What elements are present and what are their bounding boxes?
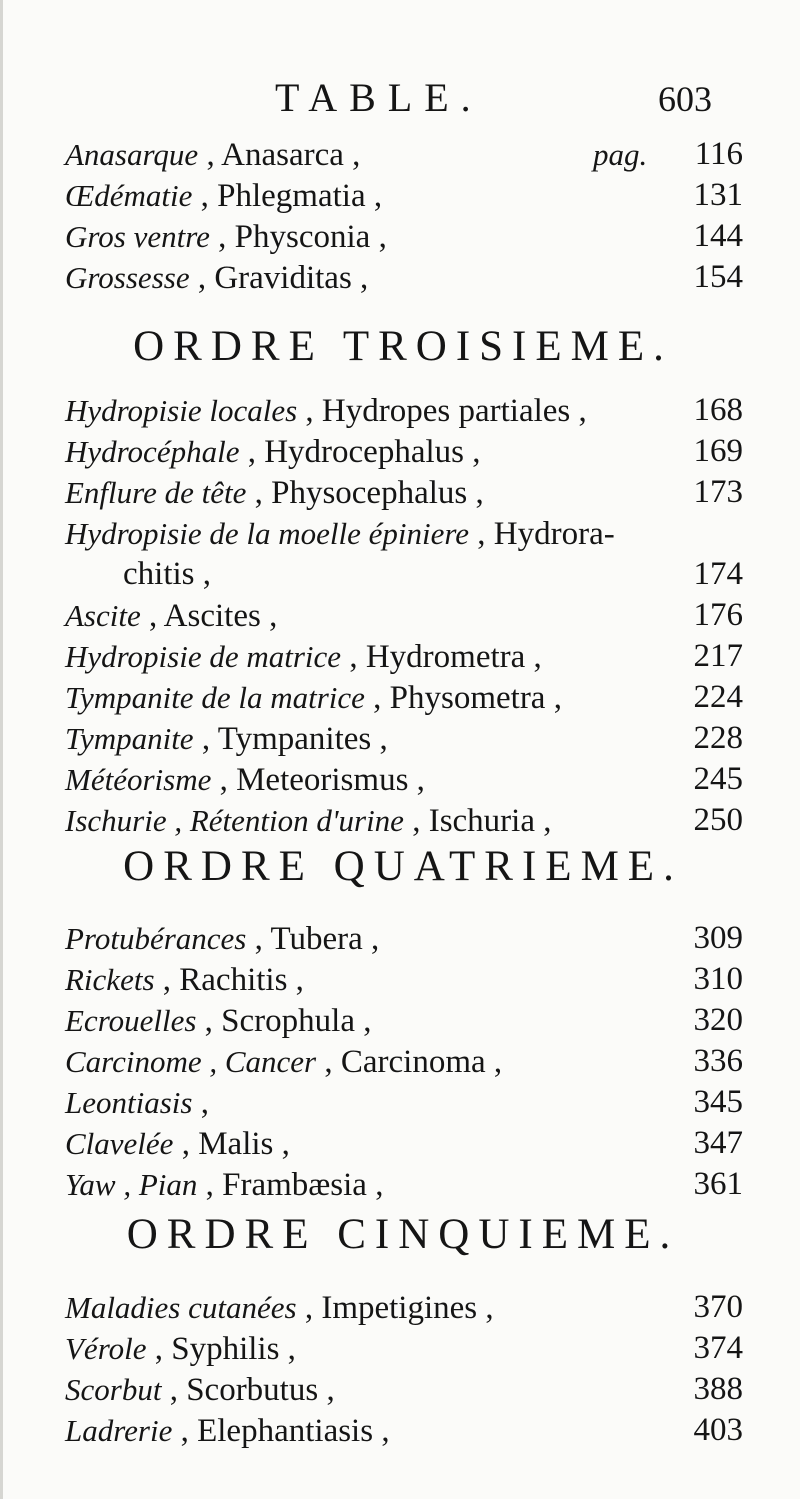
index-entry bbox=[3, 595, 800, 636]
index-entry bbox=[3, 800, 800, 841]
page-reference: 250 bbox=[693, 802, 743, 838]
french-term: Ischurie , Rétention d'urine bbox=[65, 803, 404, 838]
latin-term: , Tympanites , bbox=[201, 721, 388, 757]
page-number: 603 bbox=[658, 79, 712, 119]
index-entry bbox=[3, 1164, 800, 1205]
latin-term: chitis , bbox=[123, 556, 211, 592]
latin-term: , Meteorismus , bbox=[219, 762, 425, 798]
latin-term: , Phlegmatia , bbox=[200, 178, 383, 214]
index-entry bbox=[3, 677, 800, 718]
french-term: Ladrerie bbox=[65, 1413, 173, 1448]
page-reference: 347 bbox=[693, 1125, 743, 1161]
latin-term: , Physocephalus , bbox=[254, 475, 484, 511]
page-reference: 217 bbox=[693, 638, 743, 674]
index-entry bbox=[3, 257, 800, 298]
index-entry bbox=[3, 718, 800, 759]
index-entry bbox=[3, 1123, 800, 1164]
section-heading: ORDRE CINQUIEME. bbox=[126, 1211, 680, 1258]
latin-term: , Hydropes partiales , bbox=[305, 393, 587, 429]
french-term: Vérole bbox=[65, 1331, 147, 1366]
page-reference: 388 bbox=[693, 1371, 743, 1407]
running-title: TABLE. bbox=[275, 75, 483, 120]
latin-term: , Scrophula , bbox=[204, 1003, 372, 1039]
page-reference: 336 bbox=[693, 1043, 743, 1079]
latin-term: , Carcinoma , bbox=[324, 1044, 503, 1080]
french-term: Clavelée bbox=[65, 1126, 174, 1161]
pag-abbreviation: pag. bbox=[593, 137, 648, 172]
page-reference: 154 bbox=[693, 259, 743, 295]
index-entry bbox=[3, 175, 800, 216]
latin-term: , Ischuria , bbox=[412, 803, 552, 839]
index-entry bbox=[3, 1041, 800, 1082]
latin-term: , Hydrocephalus , bbox=[247, 434, 481, 470]
page-reference: 403 bbox=[693, 1412, 743, 1448]
page-reference: 174 bbox=[693, 556, 743, 592]
french-term: Œdématie bbox=[65, 178, 193, 213]
latin-term: , Physconia , bbox=[218, 219, 387, 255]
french-term: Hydrocéphale bbox=[65, 434, 240, 469]
page-reference: 310 bbox=[693, 961, 743, 997]
latin-term: , bbox=[200, 1085, 209, 1121]
index-entry bbox=[3, 472, 800, 513]
latin-term: , Tubera , bbox=[254, 921, 380, 957]
page-reference: 116 bbox=[694, 136, 743, 172]
page-reference: 228 bbox=[693, 720, 743, 756]
section-entries bbox=[3, 134, 800, 298]
page-reference: 345 bbox=[693, 1084, 743, 1120]
french-term: Rickets bbox=[65, 962, 155, 997]
index-entry bbox=[3, 918, 800, 959]
latin-term: , Hydrora- bbox=[477, 516, 615, 552]
french-term: Scorbut bbox=[65, 1372, 162, 1407]
latin-term: , Graviditas , bbox=[197, 260, 369, 296]
index-entry bbox=[3, 759, 800, 800]
index-entry bbox=[3, 1369, 800, 1410]
latin-term: , Ascites , bbox=[149, 598, 278, 634]
page-reference: 320 bbox=[693, 1002, 743, 1038]
section-entries bbox=[3, 390, 800, 841]
latin-term: , Malis , bbox=[181, 1126, 290, 1162]
french-term: Yaw , Pian bbox=[65, 1167, 198, 1202]
index-entry bbox=[3, 390, 800, 431]
french-term: Protubérances bbox=[65, 921, 247, 956]
french-term: Carcinome , Cancer bbox=[65, 1044, 317, 1079]
page-reference: 169 bbox=[693, 433, 743, 469]
page-reference: 131 bbox=[693, 177, 743, 213]
latin-term: , Scorbutus , bbox=[169, 1372, 335, 1408]
french-term: Enflure de tête bbox=[65, 475, 247, 510]
french-term: Tympanite de la matrice bbox=[65, 680, 365, 715]
latin-term: , Impetigines , bbox=[304, 1290, 494, 1326]
latin-term: , Physometra , bbox=[373, 680, 562, 716]
index-entry bbox=[3, 1082, 800, 1123]
page-reference: 370 bbox=[693, 1289, 743, 1325]
french-term: Anasarque bbox=[65, 137, 199, 172]
index-entry bbox=[3, 1328, 800, 1369]
french-term: Leontiasis bbox=[65, 1085, 193, 1120]
latin-term: , Elephantiasis , bbox=[180, 1413, 390, 1449]
index-entry bbox=[3, 1000, 800, 1041]
french-term: Grossesse bbox=[65, 260, 190, 295]
page-reference: 309 bbox=[693, 920, 743, 956]
latin-term: , Hydrometra , bbox=[349, 639, 542, 675]
french-term: Maladies cutanées bbox=[65, 1290, 297, 1325]
index-entry bbox=[3, 636, 800, 677]
latin-term: , Syphilis , bbox=[154, 1331, 296, 1367]
french-term: Ecrouelles bbox=[65, 1003, 197, 1038]
index-entry-continuation bbox=[3, 554, 800, 595]
page-reference: 144 bbox=[693, 218, 743, 254]
french-term: Ascite bbox=[65, 598, 141, 633]
page-reference: 374 bbox=[693, 1330, 743, 1366]
page-reference: 173 bbox=[693, 474, 743, 510]
page-reference: 168 bbox=[693, 392, 743, 428]
index-entry bbox=[3, 431, 800, 472]
latin-term: , Rachitis , bbox=[162, 962, 304, 998]
index-entry bbox=[3, 216, 800, 257]
index-entry bbox=[3, 1287, 800, 1328]
page-reference: 224 bbox=[693, 679, 743, 715]
french-term: Météorisme bbox=[65, 762, 212, 797]
page-reference: 245 bbox=[693, 761, 743, 797]
french-term: Hydropisie de la moelle épiniere bbox=[65, 516, 470, 551]
page-reference: 176 bbox=[693, 597, 743, 633]
latin-term: , Anasarca , bbox=[206, 137, 361, 173]
french-term: Tympanite bbox=[65, 721, 194, 756]
french-term: Hydropisie locales bbox=[65, 393, 298, 428]
section-heading: ORDRE QUATRIEME. bbox=[123, 843, 683, 890]
index-entry bbox=[3, 1410, 800, 1451]
section-entries bbox=[3, 918, 800, 1205]
index-entry bbox=[3, 513, 800, 554]
index-entry bbox=[3, 134, 800, 175]
running-head bbox=[3, 74, 800, 124]
french-term: Hydropisie de matrice bbox=[65, 639, 342, 674]
section-heading: ORDRE TROISIEME. bbox=[133, 323, 673, 370]
index-entry bbox=[3, 959, 800, 1000]
section-entries bbox=[3, 1287, 800, 1451]
page-reference: 361 bbox=[693, 1166, 743, 1202]
french-term: Gros ventre bbox=[65, 219, 210, 254]
latin-term: , Frambæsia , bbox=[205, 1167, 384, 1203]
